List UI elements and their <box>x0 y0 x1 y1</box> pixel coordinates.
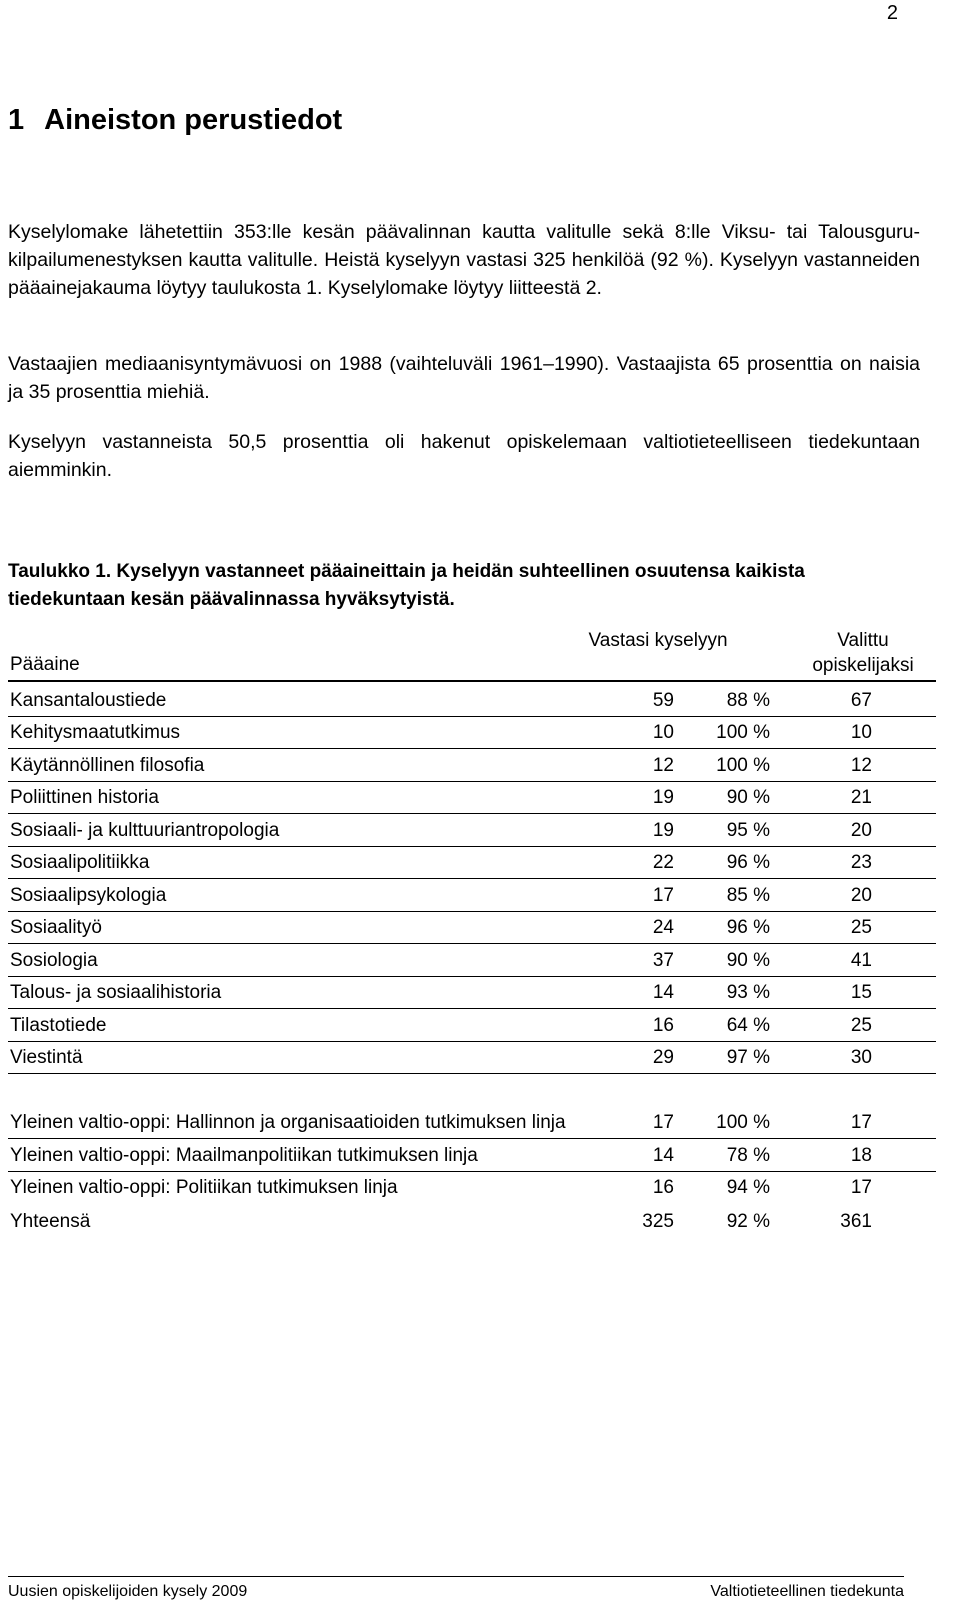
cell-selected: 361 <box>840 1211 872 1232</box>
cell-subject: Sosiaalipsykologia <box>10 884 167 906</box>
header-selected: Valittu opiskelijaksi <box>812 630 914 676</box>
footer-faculty: Valtiotieteellinen tiedekunta <box>710 1583 904 1600</box>
paragraph-demographics: Vastaajien mediaanisyntymävuosi on 1988 (vaihteluväli 1961–1990). Vastaajista 65 prosenttia on naisia ja 35 prosenttia miehiä. <box>8 353 920 403</box>
cell-responded: 14 <box>652 982 674 1003</box>
cell-subject: Viestintä <box>10 1047 83 1068</box>
page-number: 2 <box>886 2 898 24</box>
cell-responded: 59 <box>652 689 674 711</box>
cell-selected: 15 <box>850 982 872 1003</box>
cell-responded: 16 <box>652 1177 674 1198</box>
cell-percent: 100 % <box>716 722 770 743</box>
table-row <box>8 977 936 1010</box>
cell-selected: 30 <box>850 1047 872 1068</box>
footer-survey-title: Uusien opiskelijoiden kysely 2009 <box>8 1583 248 1600</box>
table-row <box>8 847 936 880</box>
table-caption: Taulukko 1. Kyselyyn vastanneet pääaineittain ja heidän suhteellinen osuutensa kaikista tiedekuntaan kesän päävalinnassa hyväksytyistä. <box>8 561 805 610</box>
cell-selected: 20 <box>850 884 872 906</box>
table-row <box>8 1042 936 1075</box>
table-row <box>8 879 936 912</box>
cell-subject: Kansantaloustiede <box>10 689 167 711</box>
page-footer <box>8 1576 904 1600</box>
cell-subject: Sosiaalityö <box>10 917 102 938</box>
table-row <box>8 912 936 945</box>
section-title: Aineiston perustiedot <box>44 104 343 136</box>
cell-percent: 96 % <box>726 852 770 873</box>
cell-selected: 25 <box>850 1014 872 1036</box>
table-total-row <box>8 1203 936 1237</box>
cell-responded: 37 <box>652 949 674 971</box>
table-row <box>8 717 936 750</box>
table-row <box>8 1139 936 1172</box>
table-row <box>8 1074 936 1139</box>
cell-percent: 85 % <box>726 884 770 906</box>
cell-responded: 325 <box>642 1211 674 1232</box>
cell-selected: 10 <box>850 722 872 743</box>
cell-responded: 17 <box>652 884 674 906</box>
header-responded: Vastasi kyselyyn <box>588 630 728 651</box>
cell-subject: Talous- ja sosiaalihistoria <box>10 982 222 1003</box>
table-row <box>8 782 936 815</box>
section-number: 1 <box>8 104 25 136</box>
cell-subject: Sosiaalipolitiikka <box>10 852 150 873</box>
table-row <box>8 814 936 847</box>
cell-subject: Kehitysmaatutkimus <box>10 722 181 743</box>
header-subject: Pääaine <box>10 654 80 675</box>
cell-percent: 90 % <box>726 949 770 971</box>
cell-selected: 23 <box>850 852 872 873</box>
cell-percent: 97 % <box>726 1047 770 1068</box>
cell-percent: 100 % <box>716 754 770 776</box>
cell-selected: 21 <box>850 787 872 808</box>
cell-subject: Yhteensä <box>10 1211 91 1232</box>
table-header <box>8 628 936 682</box>
cell-subject: Tilastotiede <box>10 1014 107 1036</box>
cell-responded: 22 <box>652 852 674 873</box>
cell-responded: 10 <box>652 722 674 743</box>
cell-responded: 19 <box>652 819 674 841</box>
cell-percent: 93 % <box>726 982 770 1003</box>
cell-subject: Käytännöllinen filosofia <box>10 754 205 776</box>
cell-subject: Sosiologia <box>10 949 98 971</box>
cell-selected: 17 <box>850 1112 872 1133</box>
table-row <box>8 749 936 782</box>
cell-responded: 24 <box>652 917 674 938</box>
table-row <box>8 684 936 717</box>
cell-selected: 67 <box>850 689 872 711</box>
cell-subject: Yleinen valtio-oppi: Hallinnon ja organisaatioiden tutkimuksen linja <box>10 1112 566 1133</box>
cell-subject: Yleinen valtio-oppi: Maailmanpolitiikan tutkimuksen linja <box>10 1144 478 1166</box>
cell-subject: Yleinen valtio-oppi: Politiikan tutkimuksen linja <box>10 1177 398 1198</box>
cell-responded: 29 <box>652 1047 674 1068</box>
cell-selected: 25 <box>850 917 872 938</box>
cell-percent: 95 % <box>726 819 770 841</box>
table-body <box>8 684 936 1237</box>
cell-selected: 12 <box>850 754 872 776</box>
table-row <box>8 1172 936 1204</box>
cell-percent: 88 % <box>726 689 770 711</box>
cell-responded: 14 <box>652 1144 674 1166</box>
cell-responded: 17 <box>652 1112 674 1133</box>
table-row <box>8 1009 936 1042</box>
cell-percent: 94 % <box>726 1177 770 1198</box>
cell-subject: Poliittinen historia <box>10 787 159 808</box>
cell-percent: 92 % <box>726 1211 770 1232</box>
cell-percent: 96 % <box>726 917 770 938</box>
cell-selected: 20 <box>850 819 872 841</box>
section-heading <box>8 104 342 137</box>
cell-percent: 78 % <box>726 1144 770 1166</box>
cell-percent: 100 % <box>716 1112 770 1133</box>
cell-selected: 17 <box>850 1177 872 1198</box>
cell-responded: 12 <box>652 754 674 776</box>
paragraph-previous-applications: Kyselyyn vastanneista 50,5 prosenttia oli hakenut opiskelemaan valtiotieteelliseen tiedekuntaan aiemminkin. <box>8 431 920 481</box>
cell-percent: 90 % <box>726 787 770 808</box>
table-row <box>8 944 936 977</box>
cell-responded: 19 <box>652 787 674 808</box>
cell-subject: Sosiaali- ja kulttuuriantropologia <box>10 819 280 841</box>
cell-selected: 41 <box>850 949 872 971</box>
cell-responded: 16 <box>652 1014 674 1036</box>
cell-percent: 64 % <box>726 1014 770 1036</box>
cell-selected: 18 <box>850 1144 872 1166</box>
paragraph-sample: Kyselylomake lähetettiin 353:lle kesän päävalinnan kautta valitulle sekä 8:lle Viksu- tai Talousguru-kilpailumenestyksen kautta valitulle. Heistä kyselyyn vastasi 325 henkilöä (92 %). Kyselyyn vastanneiden pääainejakauma löytyy taulukosta 1. Kyselylomake löytyy liitteestä 2. <box>8 221 920 299</box>
